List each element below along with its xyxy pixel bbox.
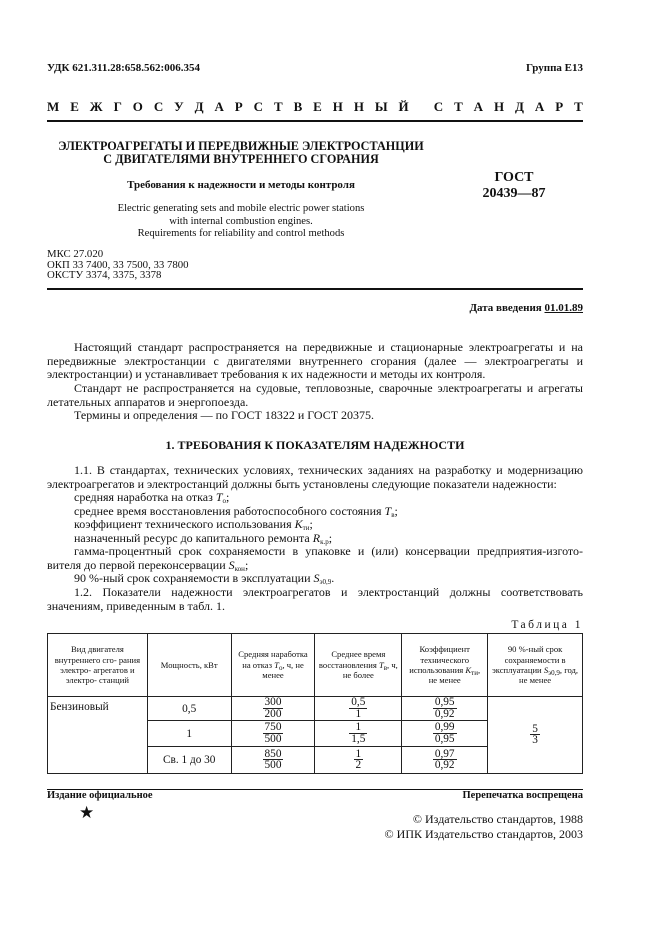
banner-letter [420,99,423,115]
english-title [47,203,435,241]
reprint-prohibited: Перепечатка воспрещена [462,790,583,801]
banner-letter: Ы [374,99,388,114]
banner-letter: Е [70,99,79,114]
banner-letter: Г [113,99,122,114]
kti-cell: $\frac{0,97}{0,92}$ [402,747,488,774]
header-mtbf: Средняя наработка на отказ $T_о$, ч, не менее [231,634,315,697]
clause-1-1: 1.1. В стандартах, технических условиях, технических заданиях на разработку и модернизацию электроагрегатов и электростанций должны быть установлены следующие показатели надежности: [47,463,583,491]
banner-letter: Н [332,99,343,114]
power-cell: Св. 1 до 30 [147,747,231,774]
mtbf-cell: $\frac{850}{500}$ [231,747,315,774]
section-1-heading: 1. ТРЕБОВАНИЯ К ПОКАЗАТЕЛЯМ НАДЕЖНОСТИ [165,438,465,452]
intro-paragraph-2: Стандарт не распространяется на судовые, тепловозные, сварочные электроагрегаты и агрегаты летательных аппаратов и энергопоезда. [47,381,583,409]
okp-code: ОКП 33 7400, 33 7500, 33 7800 [47,258,189,271]
banner-letter: Н [493,99,505,114]
intro-paragraph-3: Термины и определения — по ГОСТ 18322 и ГОСТ 20375. [74,408,375,422]
english-title-line-3: Requirements for reliability and control methods [137,228,345,239]
intro-paragraph-1: Настоящий стандарт распространяется на передвижные и стационарные электроагрегаты и на передвижные электростанции с двигателями внутреннего сгорания (далее — электроагрегаты и электростанции) и устанавливает требования к их надежности и методы их контроля. [47,340,583,382]
title-line-1: ЭЛЕКТРОАГРЕГАТЫ И ПЕРЕДВИЖНЫЕ ЭЛЕКТРОСТАНЦИИ [58,139,424,153]
indicator-kti: коэффициент технического использования $K_{ти}$; [74,517,313,532]
banner-letter: А [214,99,224,114]
group-code: Группа Е13 [525,62,583,74]
mks-code: МКС 27.020 [47,248,104,260]
power-cell: 0,5 [147,697,231,721]
banner-letter: Д [194,99,204,114]
star-icon: ★ [79,803,95,822]
title-line-2: С ДВИГАТЕЛЯМИ ВНУТРЕННЕГО СГОРАНИЯ [103,152,379,166]
banner-letter: Т [574,99,583,114]
indicator-mttr: среднее время восстановления работоспособного состояния $T_в$; [74,504,398,519]
header-rule [47,120,583,122]
banner-letter: В [293,99,303,114]
banner-letter: Р [234,99,243,114]
engine-type-cell: Бензиновый [48,697,148,774]
indicator-storage-line-1: гамма-процентный срок сохраняемости в упаковке и (или) консервации предприятия-изгото- [74,544,583,558]
mtbf-cell: $\frac{750}{500}$ [231,721,315,747]
header-engine-type: Вид двигателя внутреннего сго- рания электро- агрегатов и электро- станций [48,634,148,697]
header-power: Мощность, кВт [147,634,231,697]
table-1-caption: Таблица 1 [511,619,583,631]
banner-letter: А [473,99,484,114]
copyright-2003: © ИПК Издательство стандартов, 2003 [384,826,583,841]
banner-letter: Е [313,99,322,114]
document-title [47,140,435,166]
mttr-cell: $\frac{0,5}{1}$ [315,697,402,721]
banner-letter: Н [353,99,364,114]
classification-codes [47,249,189,281]
gost-designation [474,170,554,202]
header-storage: 90 %-ный срок сохраняемости в эксплуатации $S_{э0,9}$, год, не менее [488,634,583,697]
banner-letter: М [47,99,60,114]
codes-rule [47,288,583,290]
banner-letter: Ж [89,99,103,114]
banner-letter: С [153,99,164,114]
official-edition: Издание официальное [47,790,153,801]
banner-letter: С [433,99,444,114]
gost-label: ГОСТ [494,170,534,185]
banner-letter: Р [555,99,564,114]
intro-date-label: Дата введения [469,302,542,314]
indicator-resource: назначенный ресурс до капитального ремонта $R_{к.р}$; [74,531,333,546]
banner-letter: Т [454,99,463,114]
mttr-cell: $\frac{1}{1,5}$ [315,721,402,747]
power-cell: 1 [147,721,231,747]
copyright-1988: © Издательство стандартов, 1988 [412,812,583,826]
banner-letter: Й [398,99,409,114]
storage-cell: $\frac{5}{3}$ [488,697,583,774]
mtbf-cell: $\frac{300}{200}$ [231,697,315,721]
okstu-code: ОКСТУ 3374, 3375, 3378 [47,269,162,281]
mttr-cell: $\frac{1}{2}$ [315,747,402,774]
header-mttr: Среднее время восстановления $T_в$, ч, не более [315,634,402,697]
banner-letter: У [174,99,184,114]
kti-cell: $\frac{0,99}{0,95}$ [402,721,488,747]
interstate-standard-banner [47,99,583,115]
udc-code: УДК 621.311.28:658.562:006.354 [47,62,200,74]
indicator-storage-line-2: вителя до первой переконсервации $S_{кон}$; [47,558,249,573]
reliability-table [47,633,583,774]
indicator-storage-operation: 90 %-ный срок сохраняемости в эксплуатации $S_{э0,9}$. [74,571,335,586]
english-title-line-2: with internal combustion engines. [169,215,313,227]
intro-date-value: 01.01.89 [544,302,583,314]
clause-1-2: 1.2. Показатели надежности электроагрегатов и электростанций должны соответствовать значениям, приведенным в табл. 1. [47,585,583,613]
gost-number: 20439—87 [482,186,546,201]
banner-letter: Д [515,99,524,114]
banner-letter: Т [273,99,283,114]
kti-cell: $\frac{0,95}{0,92}$ [402,697,488,721]
document-subtitle: Требования к надежности и методы контроля [127,179,355,191]
english-title-line-1: Electric generating sets and mobile electric power stations [117,203,365,214]
indicator-mtbf: средняя наработка на отказ $T_о$; [74,490,230,505]
copyright [385,812,583,841]
banner-letter: О [132,99,143,114]
header-kti: Коэффициент технического использования $K_{ти}$, не менее [402,634,488,697]
banner-letter: С [253,99,264,114]
intro-date [469,302,583,314]
table-row [48,697,583,721]
banner-letter: А [534,99,545,114]
